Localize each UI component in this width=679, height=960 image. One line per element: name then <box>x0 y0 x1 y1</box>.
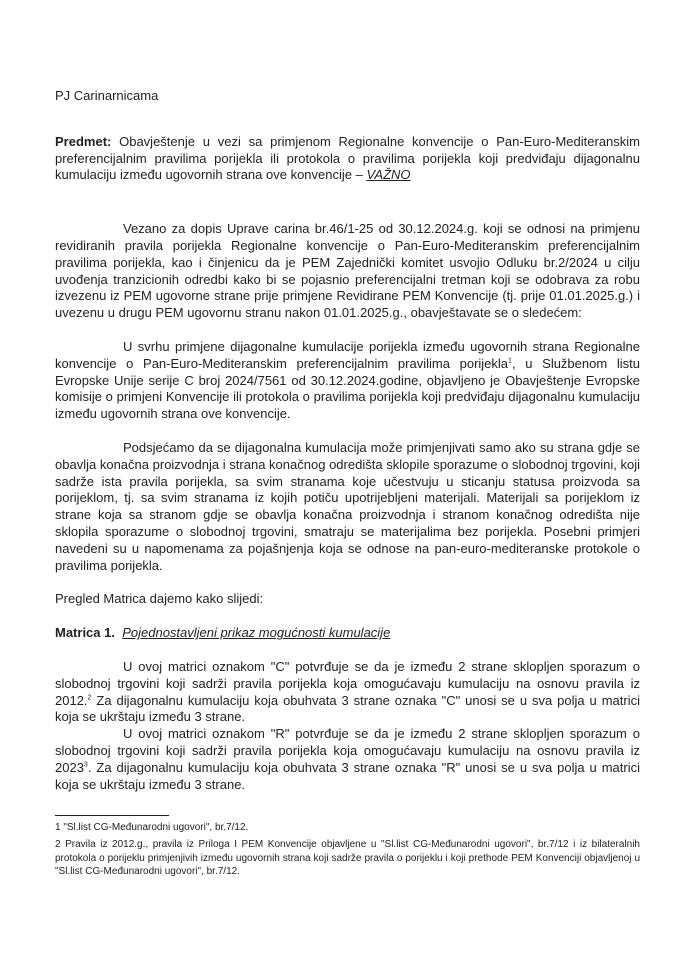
matrix1-label: Matrica 1. <box>55 625 115 641</box>
footnote-1: 1 "Sl.list CG-Međunarodni ugovori", br.7/12. <box>55 822 249 833</box>
paragraph-4: Pregled Matrica dajemo kako slijedi: <box>55 591 264 607</box>
matrix1-r-paragraph <box>55 726 640 793</box>
subject-label: Predmet: <box>55 133 112 149</box>
matrix1-r-text: U ovoj matrici oznakom "R" potvrđuje se da je između 2 strane sklopljen sporazum o slobodnoj trgovini koji sadrži pravila porijekla koja omogućavaju kumulaciju na osnovu pravila iz 2023 <box>55 726 640 775</box>
subject <box>55 134 640 184</box>
footnote-ref-3: 3 <box>83 761 88 769</box>
paragraph-2-text-cont: , u Službenom listu Evropske Unije serije C broj 2024/7561 od 30.12.2024.godine, objavljeno je Obavještenje Evropske komisije o primjeni Konvencije ili protokola o pravilima porijekla koji predviđaju dijagonalnu kumulaciju između ugovornih strana ove konvencije. <box>55 355 640 422</box>
matrix1-c-text-cont: Za dijagonalnu kumulaciju koja obuhvata 3 strane oznaka "C" unosi se u sva polja u matrici koja se ukrštaju između 3 strane. <box>55 692 640 725</box>
subject-text: Obavještenje u vezi sa primjenom Regionalne konvencije o Pan-Euro-Mediteranskim preferencijalnim pravilima porijekla ili protokola o pravilima porijekla koji predviđaju dijagonalnu kumulaciju između ugovornih strana ove konvencije – <box>55 133 640 183</box>
paragraph-2 <box>55 339 640 423</box>
footnotes <box>55 821 640 883</box>
matrix1-c-text: U ovoj matrici oznakom "C" potvrđuje se da je između 2 strane sklopljen sporazum o slobodnoj trgovini koji sadrži pravila porijekla koja omogućavaju kumulaciju na osnovu pravila iz 2012. <box>55 658 640 708</box>
paragraph-2-text: U svrhu primjene dijagonalne kumulacije porijekla između ugovornih strana Regionalne konvencije o Pan-Euro-Mediteranskim preferencijalnim pravilima porijekla <box>55 338 640 371</box>
subject-emphasis: VAŽNO <box>366 167 411 183</box>
matrix1-r-text-cont: . Za dijagonalnu kumulaciju koja obuhvata 3 strane oznaka "R" unosi se u sva polja u matrici koja se ukrštaju između 3 strane. <box>55 759 640 792</box>
paragraph-1: Vezano za dopis Uprave carina br.46/1-25 od 30.12.2024.g. koji se odnosi na primjenu revidiranih pravila porijekla Regionalne konvencije o Pan-Euro-Mediteranskim preferencijalnim pravilima porijekla, kao i činjenicu da je PEM Zajednički komitet usvojio Odluku br.2/2024 u cilju uvođenja tranzicionih odredbi kako bi se pojasnio preferencijalni tretman koji se odobrava za robu izvezenu iz PEM ugovorne strane prije primjene Revidirane PEM Konvencije (tj. prije 01.01.2025.g.) i uvezenu u drugu PEM ugovornu stranu nakon 01.01.2025.g., obavještavate se o sledećem: <box>55 221 640 321</box>
matrix1-c-paragraph <box>55 659 640 726</box>
footnote-ref-1: 1 <box>508 357 512 365</box>
recipient: PJ Carinarnicama <box>55 88 159 103</box>
paragraph-3: Podsjećamo da se dijagonalna kumulacija može primjenjivati samo ako su strana gdje se obavlja konačna proizvodnja i strana konačnog odredišta sklopile sporazume o slobodnoj trgovini, koji sadrže ista pravila porijekla, sa svim stranama koje učestvuju u sticanju statusa proizvoda sa porijeklom, tj. sa svim stranama iz kojih potiču upotrijebljeni materijali. Materijali sa porijeklom iz strane koja sa stranom gdje se obavlja konačna proizvodnja i stranom konačnog odredišta nije sklopila sporazume o slobodnoj trgovini, smatraju se materijalima bez porijekla. Posebni primjeri navedeni su u napomenama za pojašnjenja koja se odnose na pan-euro-mediteranske protokole o pravilima porijekla. <box>55 439 640 573</box>
document-body <box>55 88 640 793</box>
footnote-2: 2 Pravila iz 2012.g., pravila iz Priloga I PEM Konvencije objavljene u "Sl.list CG-Međunarodni ugovori", br.7/12 i iz bilateralnih protokola o porijeklu primjenjivih između ugovornih strana koji sadrže pravila o porijeklu i koji prethode PEM Konvenciji objavljenoj u "Sl.list CG-Međunarodni ugovori", br.7/12. <box>55 839 640 878</box>
footnote-ref-2: 2 <box>87 694 92 702</box>
matrix1-heading <box>55 625 640 642</box>
matrix1-title: Pojednostavljeni prikaz mogućnosti kumulacije <box>122 625 391 641</box>
footnote-divider <box>55 815 169 816</box>
